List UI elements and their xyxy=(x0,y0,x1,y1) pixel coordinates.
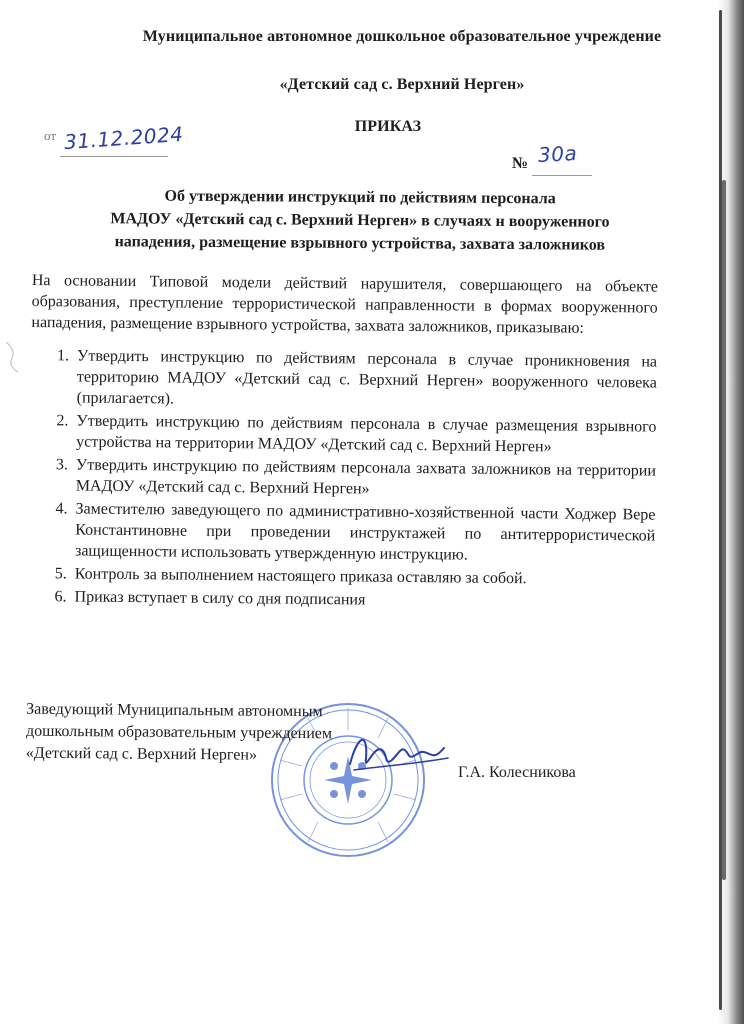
signatory-title-line1: Заведующий Муниципальным автономным xyxy=(26,700,323,721)
org-name-line1: Муниципальное автономное дошкольное образовательное учреждение xyxy=(142,28,662,45)
date-underline xyxy=(60,156,168,157)
signatory-name: Г.А. Колесникова xyxy=(458,764,576,781)
number-prefix: № xyxy=(512,155,529,172)
order-subject xyxy=(60,184,660,257)
date-value: 31.12.2024 xyxy=(63,121,185,155)
margin-mark xyxy=(2,336,32,376)
org-name-line2: «Детский сад с. Верхний Нерген» xyxy=(279,76,525,93)
intro-paragraph: На основании Типовой модели действий нарушителя, совершающего на объекте образования, преступление террористической направленности в формах вооруженного нападения, размещение взрывного устройства, захвата заложников, приказываю: xyxy=(31,271,658,337)
subject-line1: Об утверждении инструкций по действиям персонала xyxy=(164,187,556,208)
order-item-4: 4. Заместителю заведующего по административно-хозяйственной части Ходжер Вере Константиновне при проведении инструктажей по антитеррористической защищенности использовать утвержденную инструкцию. xyxy=(71,498,656,567)
order-item-2: 2. Утвердить инструкцию по действиям персонала в случае размещения взрывного устройства на территории МАДОУ «Детский сад с. Верхний Нерген» xyxy=(72,410,656,458)
order-item-5: 5. Контроль за выполнением настоящего приказа оставляю за собой. xyxy=(71,563,655,590)
order-item-1: 1. Утвердить инструкцию по действиям персонала в случае проникновения на территорию МАДОУ «Детский сад с. Верхний Нерген» вооруженного человека (прилагается). xyxy=(73,345,658,414)
handwritten-signature xyxy=(344,724,454,784)
signatory-title-line2: дошкольным образовательным учреждением xyxy=(25,722,333,743)
signature-block xyxy=(26,699,333,768)
number-value: 30а xyxy=(537,140,578,168)
subject-line3: нападения, размещение взрывного устройства, захвата заложников xyxy=(114,233,606,254)
order-items-list xyxy=(28,345,657,614)
page-edge-line-secondary xyxy=(722,180,726,880)
order-body xyxy=(28,270,658,616)
document-type: ПРИКАЗ xyxy=(354,118,422,135)
order-item-6: 6. Приказ вступает в силу со дня подписания xyxy=(70,586,654,613)
signatory-title-line3: «Детский сад с. Верхний Нерген» xyxy=(25,744,258,764)
number-underline xyxy=(532,175,592,176)
order-item-3: 3. Утвердить инструкцию по действиям персонала захвата заложников на территории МАДОУ «Детский сад с. Верхний Нерген» xyxy=(72,454,656,502)
date-prefix: от xyxy=(44,128,57,143)
subject-line2: МАДОУ «Детский сад с. Верхний Нерген» в случаях н вооруженного xyxy=(110,210,610,231)
